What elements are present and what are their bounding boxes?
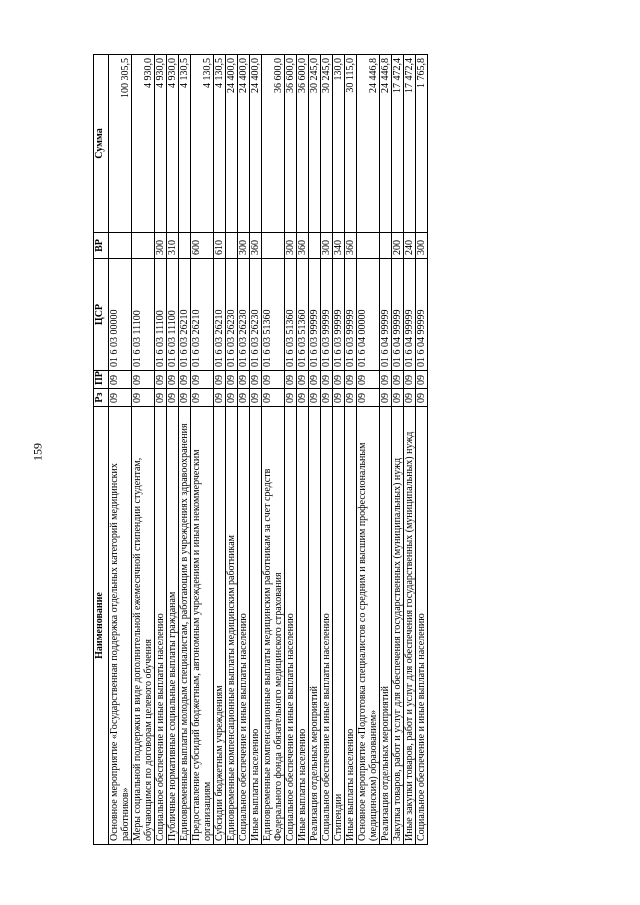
table-row [380, 55, 392, 845]
table-row [109, 55, 132, 845]
cell-sum: 17 472,4 [392, 55, 404, 233]
cell-name: Социальное обеспечение и иные выплаты населению [238, 407, 250, 845]
cell-sum: 30 115,0 [345, 55, 357, 233]
table-row [333, 55, 345, 845]
cell-rz: 09 [191, 389, 214, 407]
cell-csr: 01 6 03 26210 [191, 259, 214, 371]
cell-rz: 09 [309, 389, 321, 407]
cell-name: Реализация отдельных мероприятий [380, 407, 392, 845]
cell-csr: 01 6 03 00000 [109, 259, 132, 371]
cell-csr: 01 6 03 99999 [321, 259, 333, 371]
cell-rz: 09 [285, 389, 297, 407]
cell-vr: 310 [167, 233, 179, 259]
cell-vr: 300 [321, 233, 333, 259]
cell-name: Публичные нормативные социальные выплаты гражданам [167, 407, 179, 845]
cell-vr: 360 [297, 233, 309, 259]
cell-name: Единовременные компенсационные выплаты медицинским работникам за счет средств Федерального фонда обязательного медицинского страхования [262, 407, 285, 845]
cell-pr: 09 [226, 371, 238, 389]
cell-pr: 09 [238, 371, 250, 389]
cell-rz: 09 [380, 389, 392, 407]
cell-vr: 360 [345, 233, 357, 259]
cell-vr: 360 [250, 233, 262, 259]
cell-vr [309, 233, 321, 259]
table-row [238, 55, 250, 845]
cell-pr: 09 [109, 371, 132, 389]
cell-name: Социальное обеспечение и иные выплаты населению [321, 407, 333, 845]
cell-csr: 01 6 03 99999 [333, 259, 345, 371]
cell-csr: 01 6 03 26230 [226, 259, 238, 371]
cell-vr [380, 233, 392, 259]
cell-name: Основное мероприятие «Государственная поддержка отдельных категорий медицинских работников» [109, 407, 132, 845]
cell-pr: 09 [285, 371, 297, 389]
cell-sum: 30 245,0 [321, 55, 333, 233]
cell-sum: 36 600,0 [262, 55, 285, 233]
table-row [416, 55, 428, 845]
cell-pr: 09 [262, 371, 285, 389]
cell-sum: 24 400,0 [238, 55, 250, 233]
cell-vr [357, 233, 380, 259]
table-row [179, 55, 191, 845]
cell-csr: 01 6 03 26230 [238, 259, 250, 371]
cell-pr: 09 [214, 371, 226, 389]
cell-vr [109, 233, 132, 259]
cell-vr [179, 233, 191, 259]
cell-vr [226, 233, 238, 259]
cell-pr: 09 [309, 371, 321, 389]
cell-name: Социальное обеспечение и иные выплаты населению [155, 407, 167, 845]
cell-rz: 09 [321, 389, 333, 407]
cell-rz: 09 [357, 389, 380, 407]
cell-vr: 610 [214, 233, 226, 259]
cell-pr: 09 [297, 371, 309, 389]
cell-sum: 4 930,0 [132, 55, 155, 233]
table-row [297, 55, 309, 845]
cell-pr: 09 [167, 371, 179, 389]
cell-rz: 09 [404, 389, 416, 407]
cell-vr: 240 [404, 233, 416, 259]
cell-rz: 09 [167, 389, 179, 407]
cell-vr [262, 233, 285, 259]
cell-sum: 4 130,5 [191, 55, 214, 233]
cell-pr: 09 [392, 371, 404, 389]
table-row [226, 55, 238, 845]
cell-csr: 01 6 03 26210 [179, 259, 191, 371]
cell-rz: 09 [297, 389, 309, 407]
table-row [392, 55, 404, 845]
cell-sum: 24 400,0 [226, 55, 238, 233]
cell-name: Иные закупки товаров, работ и услуг для обеспечения государственных (муниципальных) нужд [404, 407, 416, 845]
table-row [345, 55, 357, 845]
cell-name: Иные выплаты населению [297, 407, 309, 845]
header-name: Наименование [94, 407, 109, 845]
cell-vr: 340 [333, 233, 345, 259]
table-row [132, 55, 155, 845]
cell-sum: 100 305,5 [109, 55, 132, 233]
table-row [214, 55, 226, 845]
cell-name: Иные выплаты населению [345, 407, 357, 845]
cell-name: Социальное обеспечение и иные выплаты населению [416, 407, 428, 845]
cell-rz: 09 [132, 389, 155, 407]
cell-rz: 09 [333, 389, 345, 407]
cell-csr: 01 6 04 99999 [416, 259, 428, 371]
cell-csr: 01 6 03 11100 [167, 259, 179, 371]
cell-vr: 600 [191, 233, 214, 259]
cell-pr: 09 [250, 371, 262, 389]
cell-rz: 09 [214, 389, 226, 407]
cell-sum: 1 765,8 [416, 55, 428, 233]
cell-pr: 09 [321, 371, 333, 389]
cell-sum: 36 600,0 [285, 55, 297, 233]
header-csr: ЦСР [94, 259, 109, 371]
cell-pr: 09 [345, 371, 357, 389]
cell-sum: 4 930,0 [167, 55, 179, 233]
cell-sum: 36 600,0 [297, 55, 309, 233]
cell-csr: 01 6 03 99999 [309, 259, 321, 371]
table-row [155, 55, 167, 845]
cell-csr: 01 6 03 26230 [250, 259, 262, 371]
table-row [167, 55, 179, 845]
header-rz: Рз [94, 389, 109, 407]
cell-csr: 01 6 03 11100 [155, 259, 167, 371]
header-sum: Сумма [94, 55, 109, 233]
cell-csr: 01 6 03 26210 [214, 259, 226, 371]
table-row [191, 55, 214, 845]
cell-pr: 09 [132, 371, 155, 389]
cell-name: Социальное обеспечение и иные выплаты населению [285, 407, 297, 845]
table-header-row [94, 55, 109, 845]
cell-name: Стипендии [333, 407, 345, 845]
table-row [285, 55, 297, 845]
table-row [262, 55, 285, 845]
cell-pr: 09 [380, 371, 392, 389]
cell-sum: 24 446,8 [380, 55, 392, 233]
cell-rz: 09 [226, 389, 238, 407]
cell-vr: 300 [285, 233, 297, 259]
cell-name: Основное мероприятие «Подготовка специалистов со средним и высшим профессиональным (медицинским) образованием» [357, 407, 380, 845]
cell-rz: 09 [416, 389, 428, 407]
cell-sum: 130,0 [333, 55, 345, 233]
cell-sum: 24 400,0 [250, 55, 262, 233]
cell-sum: 4 130,5 [214, 55, 226, 233]
cell-rz: 09 [262, 389, 285, 407]
cell-vr [132, 233, 155, 259]
cell-csr: 01 6 04 99999 [380, 259, 392, 371]
cell-pr: 09 [357, 371, 380, 389]
budget-table [93, 54, 428, 845]
cell-pr: 09 [179, 371, 191, 389]
cell-csr: 01 6 03 99999 [345, 259, 357, 371]
cell-name: Реализация отдельных мероприятий [309, 407, 321, 845]
cell-vr: 200 [392, 233, 404, 259]
table-row [357, 55, 380, 845]
cell-rz: 09 [392, 389, 404, 407]
cell-rz: 09 [179, 389, 191, 407]
cell-name: Предоставление субсидий бюджетным, автономным учреждениям и иным некоммерческим организациям [191, 407, 214, 845]
cell-csr: 01 6 04 99999 [404, 259, 416, 371]
cell-pr: 09 [155, 371, 167, 389]
cell-pr: 09 [191, 371, 214, 389]
cell-vr: 300 [238, 233, 250, 259]
cell-sum: 30 245,0 [309, 55, 321, 233]
cell-sum: 17 472,4 [404, 55, 416, 233]
cell-rz: 09 [238, 389, 250, 407]
table-row [250, 55, 262, 845]
table-row [309, 55, 321, 845]
header-vr: ВР [94, 233, 109, 259]
cell-csr: 01 6 04 99999 [392, 259, 404, 371]
cell-vr: 300 [155, 233, 167, 259]
header-pr: ПР [94, 371, 109, 389]
cell-csr: 01 6 03 11100 [132, 259, 155, 371]
cell-name: Закупка товаров, работ и услуг для обеспечения государственных (муниципальных) нужд [392, 407, 404, 845]
cell-rz: 09 [155, 389, 167, 407]
cell-name: Единовременные выплаты молодым специалистам, работающим в учреждениях здравоохранения [179, 407, 191, 845]
cell-name: Субсидии бюджетным учреждениям [214, 407, 226, 845]
page-number: 159 [30, 443, 45, 461]
table-row [404, 55, 416, 845]
table-row [321, 55, 333, 845]
cell-csr: 01 6 03 51360 [285, 259, 297, 371]
cell-pr: 09 [416, 371, 428, 389]
table-body [109, 55, 428, 845]
rotated-table-wrapper [93, 55, 428, 845]
cell-vr: 300 [416, 233, 428, 259]
cell-csr: 01 6 03 51360 [297, 259, 309, 371]
cell-pr: 09 [333, 371, 345, 389]
cell-rz: 09 [109, 389, 132, 407]
cell-csr: 01 6 03 51360 [262, 259, 285, 371]
cell-name: Меры социальной поддержки в виде дополнительной ежемесячной стипендии студентам, обучающимся по договорам целевого обучения [132, 407, 155, 845]
cell-rz: 09 [345, 389, 357, 407]
cell-pr: 09 [404, 371, 416, 389]
cell-sum: 4 930,0 [155, 55, 167, 233]
cell-sum: 24 446,8 [357, 55, 380, 233]
cell-rz: 09 [250, 389, 262, 407]
cell-csr: 01 6 04 00000 [357, 259, 380, 371]
cell-sum: 4 130,5 [179, 55, 191, 233]
cell-name: Иные выплаты населению [250, 407, 262, 845]
cell-name: Единовременные компенсационные выплаты медицинским работникам [226, 407, 238, 845]
